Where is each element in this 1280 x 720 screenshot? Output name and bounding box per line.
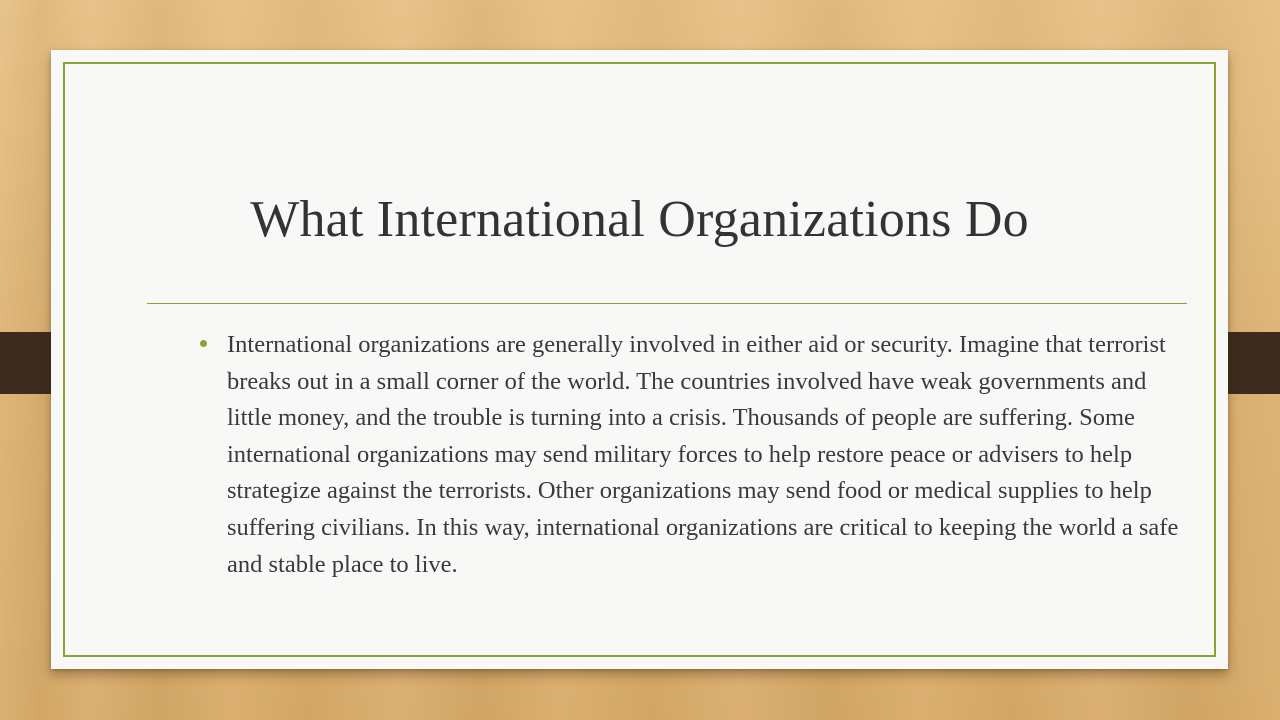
slide bbox=[51, 50, 1228, 669]
bullet-item bbox=[199, 327, 1189, 583]
bullet-dot-icon bbox=[200, 340, 207, 347]
slide-content bbox=[199, 327, 1189, 583]
slide-title: What International Organizations Do bbox=[250, 191, 1029, 248]
bullet-text: International organizations are generally involved in either aid or security. Imagine that terrorist breaks out in a small corner of the world. The countries involved have weak governments and little money, and the trouble is turning into a crisis. Thousands of people are suffering. Some international organizations may send military forces to help restore peace or advisers to help strategize against the terrorists. Other organizations may send food or medical supplies to help suffering civilians. In this way, international organizations are critical to keeping the world a safe and stable place to live. bbox=[227, 331, 1179, 578]
title-divider bbox=[147, 303, 1187, 304]
